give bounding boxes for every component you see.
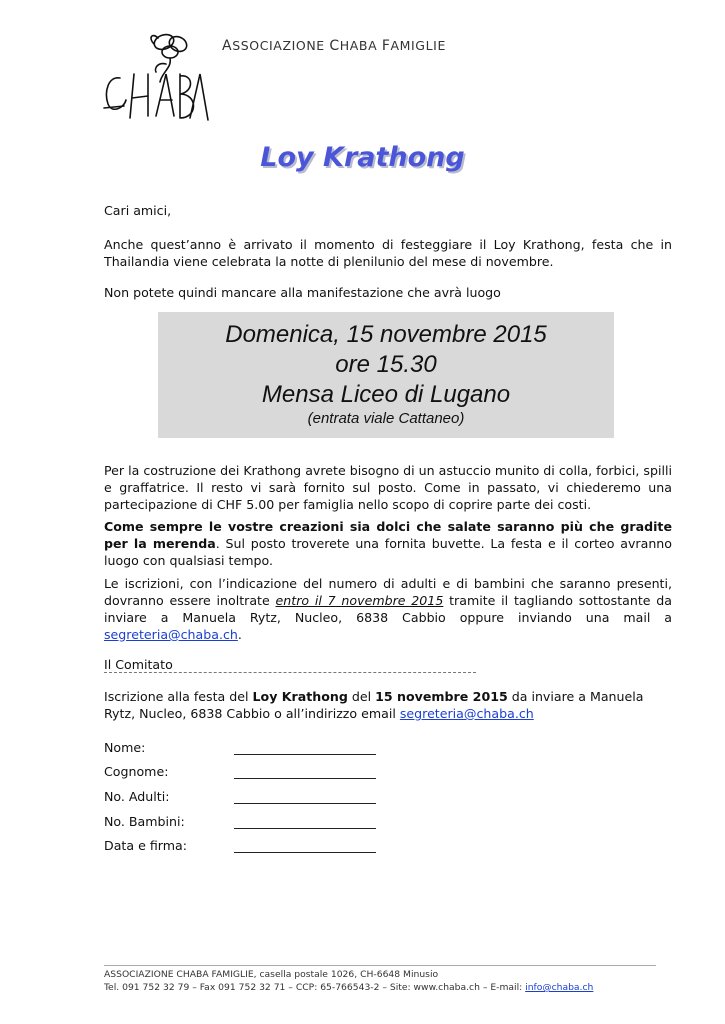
food-bold-text: Come sempre le vostre creazioni sia dolci che salate saranno più che gradite per la merenda <box>104 519 672 551</box>
coupon-date: 15 novembre 2015 <box>375 689 508 704</box>
footer <box>104 968 593 994</box>
registration-text-b: tramite il tagliando sottostante da inviare a Manuela Rytz, Nucleo, 6838 Cabbio oppure inviando una mail a <box>104 593 673 625</box>
cut-line-divider <box>104 672 476 673</box>
form-label-nome: Nome: <box>104 740 146 755</box>
registration-email-link[interactable]: segreteria@chaba.ch <box>104 627 238 642</box>
form-field-data-firma[interactable] <box>234 852 376 853</box>
event-entrance: (entrata viale Cattaneo) <box>307 410 465 427</box>
food-rest-text: . Sul posto troverete una fornita buvette. La festa e il corteo avranno luogo con qualsiasi tempo. <box>104 536 672 568</box>
footer-divider <box>104 965 656 966</box>
flower-logo-icon <box>100 28 212 128</box>
event-place: Mensa Liceo di Lugano <box>261 381 511 408</box>
signature: Il Comitato <box>104 657 173 672</box>
coupon-text-e: da inviare a Manuela Rytz, Nucleo, 6838 Cabbio o all’indirizzo email <box>104 689 644 721</box>
form-label-adulti: No. Adulti: <box>104 789 170 804</box>
registration-end: . <box>237 627 242 642</box>
coupon-text-a: Iscrizione alla festa del <box>104 689 253 704</box>
event-date: Domenica, 15 novembre 2015 <box>225 321 547 348</box>
coupon-text-c: del <box>347 689 376 704</box>
form-field-adulti[interactable] <box>234 803 376 804</box>
form-label-bambini: No. Bambini: <box>104 814 185 829</box>
registration-deadline: entro il 7 novembre 2015 <box>275 593 444 608</box>
page-title: Loy Krathong <box>260 142 465 173</box>
intro-paragraph: Anche quest’anno è arrivato il momento di festeggiare il Loy Krathong, festa che in Thailandia viene celebrata la notte di plenilunio del mese di novembre. <box>104 237 672 269</box>
form-field-nome[interactable] <box>234 754 376 755</box>
event-box <box>158 312 614 438</box>
greeting: Cari amici, <box>104 203 172 218</box>
footer-email-link[interactable]: info@chaba.ch <box>525 982 594 993</box>
form-field-cognome[interactable] <box>234 778 376 779</box>
form-label-data-firma: Data e firma: <box>104 838 187 853</box>
coupon-text <box>104 688 672 722</box>
registration-text-a: Le iscrizioni, con l’indicazione del numero di adulti e di bambini che saranno presenti, dovranno essere inoltrate <box>104 576 672 608</box>
form-label-cognome: Cognome: <box>104 764 169 779</box>
food-paragraph <box>104 518 672 569</box>
footer-address: ASSOCIAZIONE CHABA FAMIGLIE, casella postale 1026, CH-6648 Minusio <box>104 969 439 980</box>
event-time: ore 15.30 <box>335 351 437 378</box>
coupon-event-name: Loy Krathong <box>252 689 348 704</box>
footer-contacts <box>104 981 593 994</box>
materials-paragraph: Per la costruzione dei Krathong avrete bisogno di un astuccio munito di colla, forbici, spilli e graffatrice. Il resto vi sarà fornito sul posto. Come in passato, vi chiederemo una partecipazione di CHF 5.00 per famiglia nello scopo di coprire parte dei costi. <box>104 463 672 512</box>
form-field-bambini[interactable] <box>234 828 376 829</box>
footer-contacts-text: Tel. 091 752 32 79 – Fax 091 752 32 71 – CCP: 65-766543-2 – Site: www.chaba.ch – E-mail: <box>104 982 526 993</box>
chaba-logo <box>100 28 212 128</box>
registration-paragraph <box>104 575 672 643</box>
association-name: ASSOCIAZIONE CHABA FAMIGLIE <box>222 38 446 54</box>
lead-paragraph: Non potete quindi mancare alla manifestazione che avrà luogo <box>104 285 501 300</box>
coupon-email-link[interactable]: segreteria@chaba.ch <box>399 706 534 721</box>
